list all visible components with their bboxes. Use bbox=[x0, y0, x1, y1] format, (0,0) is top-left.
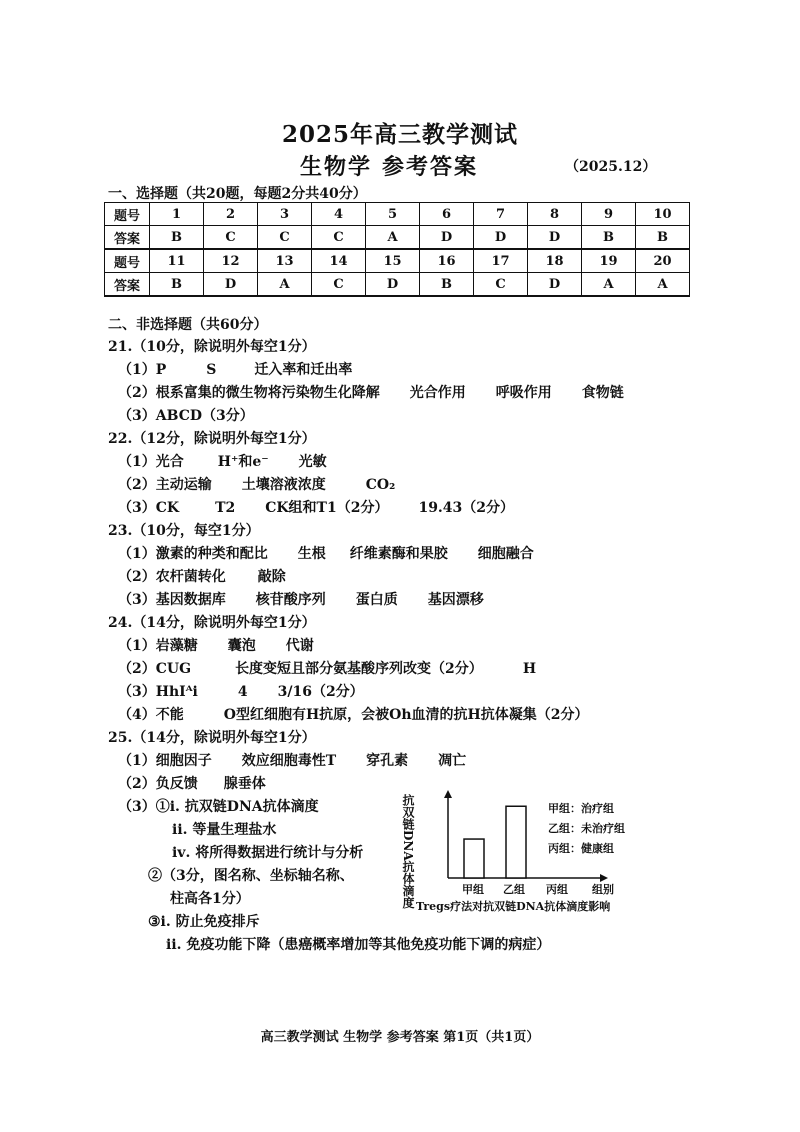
question-number: 17 bbox=[474, 249, 528, 273]
q25-line8: ③ⅰ. 防止免疫排斥 bbox=[148, 914, 260, 930]
answer-text: 代谢 bbox=[285, 638, 314, 654]
row-label: 答案 bbox=[105, 273, 150, 297]
question-number: 10 bbox=[636, 203, 690, 226]
answer-text: 食物链 bbox=[581, 385, 624, 401]
answer-cell: C bbox=[258, 226, 312, 250]
subtitle-subject: 生物学 bbox=[300, 154, 373, 180]
answer-text: （3）基因数据库 bbox=[118, 592, 226, 608]
x-tick-label: 丙组 bbox=[546, 883, 568, 896]
answer-cell: B bbox=[150, 273, 204, 297]
q23-line2 bbox=[118, 566, 286, 586]
table-row bbox=[105, 226, 690, 250]
q25-line6: ②（3分，图名称、坐标轴名称、 bbox=[148, 868, 354, 884]
answer-text: CK组和T1（2分） bbox=[265, 500, 389, 516]
answer-text: 土壤溶液浓度 bbox=[241, 477, 326, 493]
table-row bbox=[105, 273, 690, 297]
q24-line2 bbox=[118, 658, 536, 678]
q21-line2 bbox=[118, 382, 624, 402]
answer-text: （1）P bbox=[118, 362, 167, 378]
answer-text: 4 bbox=[237, 684, 248, 700]
answer-cell: A bbox=[636, 273, 690, 297]
q25-line1 bbox=[118, 750, 466, 770]
q22-line2 bbox=[118, 474, 395, 494]
answer-cell: B bbox=[636, 226, 690, 250]
answer-text: H⁺和e⁻ bbox=[217, 454, 269, 470]
q25-line2 bbox=[118, 773, 266, 793]
answer-text: 光合作用 bbox=[409, 385, 466, 401]
q23-line1 bbox=[118, 543, 534, 563]
answer-text: 19.43（2分） bbox=[418, 500, 515, 516]
answer-cell: D bbox=[420, 226, 474, 250]
question-number: 16 bbox=[420, 249, 474, 273]
answer-cell: C bbox=[204, 226, 258, 250]
answer-text: （4）不能 bbox=[118, 707, 184, 723]
answer-cell: D bbox=[366, 273, 420, 297]
answer-cell: B bbox=[150, 226, 204, 250]
question-number: 8 bbox=[528, 203, 582, 226]
q22-line1 bbox=[118, 451, 327, 471]
q25-line5: ⅳ. 将所得数据进行统计与分析 bbox=[172, 845, 364, 861]
answer-text: 迁入率和迁出率 bbox=[254, 362, 353, 378]
answer-text: T2 bbox=[215, 500, 236, 516]
answer-text: （2）农杆菌转化 bbox=[118, 569, 226, 585]
row-label: 题号 bbox=[105, 249, 150, 273]
question-number: 12 bbox=[204, 249, 258, 273]
answer-cell: C bbox=[312, 273, 366, 297]
q22-line3 bbox=[118, 497, 514, 517]
question-number: 4 bbox=[312, 203, 366, 226]
question-number: 20 bbox=[636, 249, 690, 273]
chart-svg bbox=[398, 790, 658, 890]
legend-entry: 乙组：未治疗组 bbox=[548, 822, 625, 835]
answer-text: （3）ABCD（3分） bbox=[118, 408, 254, 424]
answer-text: （1）细胞因子 bbox=[118, 753, 212, 769]
answer-text: 纤维素酶和果胶 bbox=[349, 546, 448, 562]
question-number: 3 bbox=[258, 203, 312, 226]
answer-text: H bbox=[522, 661, 537, 677]
q21-line3 bbox=[118, 405, 254, 425]
answer-cell: D bbox=[204, 273, 258, 297]
x-tick-label: 乙组 bbox=[503, 883, 525, 896]
answer-cell: D bbox=[528, 273, 582, 297]
page-title: 2025年高三教学测试 bbox=[281, 121, 518, 148]
q24-line1 bbox=[118, 635, 314, 655]
section2-heading: 二、非选择题（共60分） bbox=[108, 317, 268, 333]
answer-text: O型红细胞有H抗原，会被Oh血清的抗H抗体凝集（2分） bbox=[223, 707, 589, 723]
answer-text: （2）负反馈 bbox=[118, 776, 198, 792]
q25-line9: ⅱ. 免疫功能下降（患癌概率增加等其他免疫功能下调的病症） bbox=[166, 937, 551, 953]
answer-text: 囊泡 bbox=[227, 638, 256, 654]
answer-cell: A bbox=[582, 273, 636, 297]
question-number: 6 bbox=[420, 203, 474, 226]
q25-line7: 柱高各1分） bbox=[170, 891, 250, 907]
q25-line4: ⅱ. 等量生理盐水 bbox=[172, 822, 277, 838]
q23-heading: 23.（10分，每空1分） bbox=[108, 523, 260, 539]
chart-bar-2 bbox=[506, 806, 526, 878]
answer-cell: D bbox=[474, 226, 528, 250]
q24-heading: 24.（14分，除说明外每空1分） bbox=[108, 615, 316, 631]
answer-text: 长度变短且部分氨基酸序列改变（2分） bbox=[235, 661, 483, 677]
question-number: 5 bbox=[366, 203, 420, 226]
table-row bbox=[105, 203, 690, 226]
answer-text: 生根 bbox=[297, 546, 326, 562]
row-label: 答案 bbox=[105, 226, 150, 250]
choice-answer-table bbox=[104, 202, 690, 297]
q25-heading: 25.（14分，除说明外每空1分） bbox=[108, 730, 316, 746]
q21-heading: 21.（10分，除说明外每空1分） bbox=[108, 339, 316, 355]
legend-entry: 丙组：健康组 bbox=[548, 842, 614, 855]
answer-cell: A bbox=[366, 226, 420, 250]
question-number: 18 bbox=[528, 249, 582, 273]
chart-y-axis-label: 抗双链DNA抗体滴度 bbox=[401, 794, 415, 909]
q23-line3 bbox=[118, 589, 484, 609]
answer-text: （2）主动运输 bbox=[118, 477, 212, 493]
question-number: 15 bbox=[366, 249, 420, 273]
row-label: 题号 bbox=[105, 203, 150, 226]
answer-text: （2）CUG bbox=[118, 661, 192, 677]
exam-date: （2025.12） bbox=[565, 159, 657, 175]
subtitle-type: 参考答案 bbox=[382, 154, 479, 180]
chart-bar-1 bbox=[464, 839, 484, 878]
question-number: 19 bbox=[582, 249, 636, 273]
question-number: 1 bbox=[150, 203, 204, 226]
q24-line4 bbox=[118, 704, 589, 724]
answer-text: 光敏 bbox=[298, 454, 327, 470]
question-number: 14 bbox=[312, 249, 366, 273]
answer-text: 腺垂体 bbox=[223, 776, 266, 792]
answer-cell: B bbox=[582, 226, 636, 250]
answer-text: 呼吸作用 bbox=[495, 385, 552, 401]
answer-cell: A bbox=[258, 273, 312, 297]
page-subtitle bbox=[300, 150, 488, 181]
question-number: 2 bbox=[204, 203, 258, 226]
answer-text: （3）CK bbox=[118, 500, 180, 516]
question-number: 9 bbox=[582, 203, 636, 226]
answer-text: （1）光合 bbox=[118, 454, 184, 470]
q21-line1 bbox=[118, 359, 352, 379]
answer-cell: C bbox=[474, 273, 528, 297]
answer-text: （1）激素的种类和配比 bbox=[118, 546, 268, 562]
chart-title: Tregs疗法对抗双链DNA抗体滴度影响 bbox=[416, 900, 611, 913]
x-axis-label: 组别 bbox=[592, 883, 614, 896]
answer-cell: C bbox=[312, 226, 366, 250]
question-number: 11 bbox=[150, 249, 204, 273]
q22-heading: 22.（12分，除说明外每空1分） bbox=[108, 431, 316, 447]
answer-text: S bbox=[206, 362, 217, 378]
answer-text: 蛋白质 bbox=[355, 592, 398, 608]
question-number: 13 bbox=[258, 249, 312, 273]
answer-text: 凋亡 bbox=[438, 753, 467, 769]
chart-y-arrow bbox=[444, 790, 452, 798]
question-number: 7 bbox=[474, 203, 528, 226]
answer-cell: D bbox=[528, 226, 582, 250]
answer-text: 3/16（2分） bbox=[277, 684, 364, 700]
answer-text: CO₂ bbox=[365, 477, 396, 493]
q25-line3: （3）①ⅰ. 抗双链DNA抗体滴度 bbox=[118, 799, 319, 815]
answer-text: （3）HhIᴬi bbox=[118, 684, 198, 700]
legend-entry: 甲组：治疗组 bbox=[548, 802, 614, 815]
answer-cell: B bbox=[420, 273, 474, 297]
answer-text: 核苷酸序列 bbox=[255, 592, 326, 608]
answer-text: 穿孔素 bbox=[366, 753, 409, 769]
x-tick-label: 甲组 bbox=[462, 883, 484, 896]
answer-text: 细胞融合 bbox=[477, 546, 534, 562]
q24-line3 bbox=[118, 681, 364, 701]
answer-text: （1）岩藻糖 bbox=[118, 638, 198, 654]
answer-text: 效应细胞毒性T bbox=[241, 753, 337, 769]
answer-text: （2）根系富集的微生物将污染物生化降解 bbox=[118, 385, 380, 401]
answer-text: 基因漂移 bbox=[427, 592, 484, 608]
table-row bbox=[105, 249, 690, 273]
section1-heading: 一、选择题（共20题，每题2分共40分） bbox=[108, 186, 367, 202]
answer-text: 敲除 bbox=[257, 569, 286, 585]
page-footer: 高三教学测试 生物学 参考答案 第1页（共1页） bbox=[260, 1030, 540, 1045]
